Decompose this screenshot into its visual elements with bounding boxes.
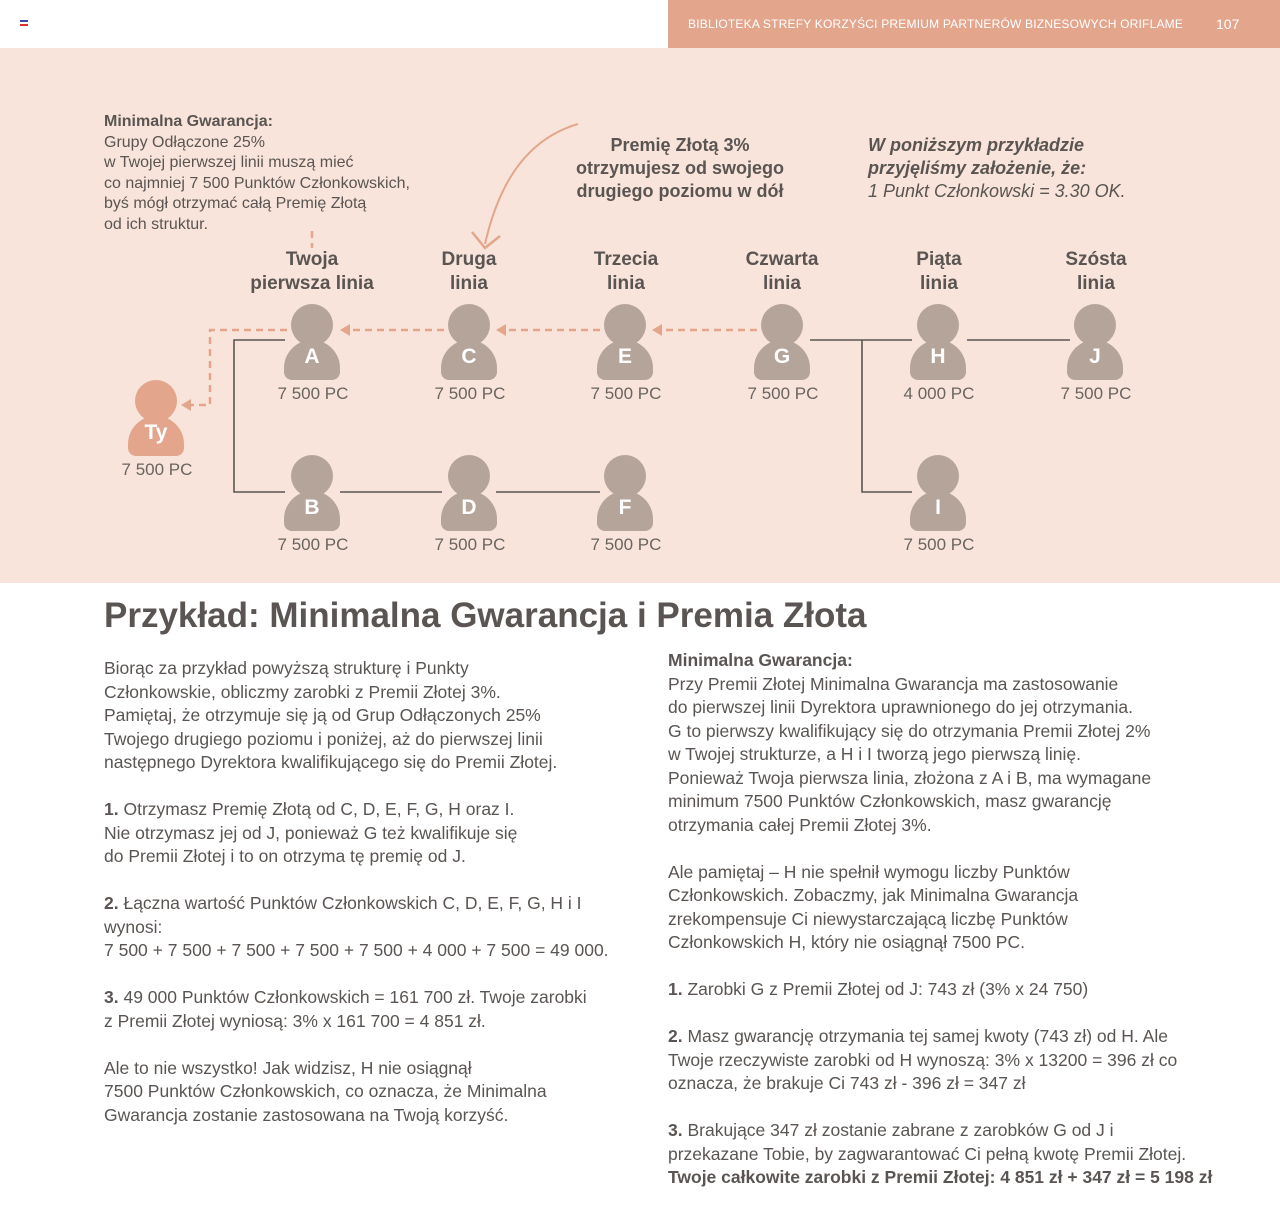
- member-j: [1036, 304, 1156, 434]
- member-points: 7 500 PC: [434, 384, 506, 403]
- gold-bonus-note: Premię Złotą 3% otrzymujesz od swojego drugiego poziomu w dół: [575, 135, 785, 201]
- member-points: 7 500 PC: [121, 460, 193, 479]
- guarantee-paragraph: Przy Premii Złotej Minimalna Gwarancja ma zastosowanie do pierwszej linii Dyrektora uprawnionego do jej otrzymania. G to pierwszy kwalifikujący się do otrzymania Premii Złotej 2% w Twojej strukturze, a H i I tworzą jego pierwszą linię. Ponieważ Twoja pierwsza linia, złożona z A i B, ma wymagane minimum 7500 Punktów Członkowskich, masz gwarancję otrzymania całej Premii Złotej 3%.: [668, 673, 1152, 835]
- header-banner: [668, 0, 1280, 48]
- member-b: [253, 455, 373, 585]
- flag-icon: [20, 20, 28, 26]
- member-label: F: [618, 496, 632, 519]
- member-label: J: [1089, 345, 1101, 368]
- member-c: [410, 304, 530, 434]
- assumption-heading: W poniższym przykładzie przyjęliśmy założenie, że:: [868, 135, 1087, 178]
- member-label: E: [617, 345, 632, 368]
- member-label: Ty: [144, 421, 168, 444]
- structure-diagram: [0, 48, 1280, 583]
- member-points: 7 500 PC: [277, 384, 349, 403]
- level-label-5: Piąta linia: [916, 249, 962, 294]
- min-guarantee-text: Grupy Odłączone 25% w Twojej pierwszej linii muszą mieć co najmniej 7 500 Punktów Członkowskich, byś mógł otrzymać całą Premię Złotą od ich struktur.: [104, 133, 410, 233]
- member-e: [566, 304, 686, 434]
- member-d: [410, 455, 530, 585]
- intro-paragraph: Biorąc za przykład powyższą strukturę i Punkty Członkowskie, obliczmy zarobki z Premii Złotej 3%. Pamiętaj, że otrzymuje się ją od Grup Odłączonych 25% Twojego drugiego poziomu i poniżej, aż do pierwszej linii następnego Dyrektora kwalifikującego się do Premii Złotej.: [104, 658, 558, 772]
- level-label-1: Twoja pierwsza linia: [250, 249, 374, 294]
- assumption-text: 1 Punkt Członkowski = 3.30 OK.: [868, 181, 1126, 201]
- page-title: Przykład: Minimalna Gwarancja i Premia Złota: [104, 596, 867, 635]
- member-label: H: [930, 345, 946, 368]
- member-label: C: [461, 345, 477, 368]
- level-label-2: Druga linia: [441, 249, 497, 294]
- member-label: A: [304, 345, 320, 368]
- calc-step-3: 3. Brakujące 347 zł zostanie zabrane z zarobków G od J i przekazane Tobie, by zagwarantować Ci pełną kwotę Premii Złotej.: [668, 1120, 1187, 1164]
- member-a: [253, 304, 373, 434]
- member-label: I: [935, 496, 941, 519]
- level-label-4: Czwarta linia: [745, 249, 819, 294]
- right-column: [668, 649, 1213, 1213]
- member-points: 7 500 PC: [747, 384, 819, 403]
- step-3: 3. 49 000 Punktów Członkowskich = 161 700 zł. Twoje zarobki z Premii Złotej wyniosą: 3% x 161 700 = 4 851 zł.: [104, 987, 587, 1031]
- member-points: 7 500 PC: [1060, 384, 1132, 403]
- member-f: [566, 455, 686, 585]
- left-column: [104, 657, 624, 1151]
- reminder-paragraph: Ale pamiętaj – H nie spełnił wymogu liczby Punktów Członkowskich. Zobaczmy, jak Minimalna Gwarancja zrekompensuje Ci niewystarczającą liczbę Punktów Członkowskich H, który nie osiągnął 7500 PC.: [668, 861, 1079, 952]
- level-label-3: Trzecia linia: [593, 249, 659, 294]
- member-g: [723, 304, 843, 434]
- member-points: 7 500 PC: [277, 535, 349, 554]
- calc-step-2: 2. Masz gwarancję otrzymania tej samej kwoty (743 zł) od H. Ale Twoje rzeczywiste zarobki od H wynoszą: 3% x 13200 = 396 zł co oznacza, że brakuje Ci 743 zł - 396 zł = 347 zł: [668, 1026, 1178, 1093]
- member-points: 7 500 PC: [590, 384, 662, 403]
- member-points: 7 500 PC: [434, 535, 506, 554]
- assumption-note: [868, 134, 1126, 203]
- min-guarantee-note: [104, 112, 410, 235]
- step-1: 1. Otrzymasz Premię Złotą od C, D, E, F, G, H oraz I. Nie otrzymasz jej od J, ponieważ G też kwalifikuje się do Premii Złotej i to on otrzyma tę premię od J.: [104, 799, 518, 866]
- calc-step-1: 1. Zarobki G z Premii Złotej od J: 743 zł (3% x 24 750): [668, 979, 1089, 999]
- level-label-6: Szósta linia: [1065, 249, 1127, 294]
- member-label: G: [773, 345, 791, 368]
- member-points: 4 000 PC: [903, 384, 975, 403]
- member-h: [879, 304, 999, 434]
- section-heading: Minimalna Gwarancja:: [668, 650, 853, 670]
- member-points: 7 500 PC: [590, 535, 662, 554]
- member-i: [879, 455, 999, 585]
- step-2: 2. Łączna wartość Punktów Członkowskich C, D, E, F, G, H i I wynosi: 7 500 + 7 500 + 7 500 + 7 500 + 7 500 + 4 000 + 7 500 = 49 000.: [104, 893, 609, 960]
- outro-paragraph: Ale to nie wszystko! Jak widzisz, H nie osiągnął 7500 Punktów Członkowskich, co oznacza, że Minimalna Gwarancja zostanie zastosowana na Twoją korzyść.: [104, 1057, 547, 1125]
- member-points: 7 500 PC: [903, 535, 975, 554]
- min-guarantee-heading: Minimalna Gwarancja:: [104, 113, 273, 130]
- page-number: 107: [1216, 16, 1240, 32]
- total-earnings: Twoje całkowite zarobki z Premii Złotej: 4 851 zł + 347 zł = 5 198 zł: [668, 1167, 1213, 1187]
- member-label: D: [461, 496, 477, 519]
- member-label: B: [304, 496, 320, 519]
- member-you: [97, 380, 217, 510]
- banner-title: BIBLIOTEKA STREFY KORZYŚCI PREMIUM PARTNERÓW BIZNESOWYCH ORIFLAME: [688, 17, 1184, 31]
